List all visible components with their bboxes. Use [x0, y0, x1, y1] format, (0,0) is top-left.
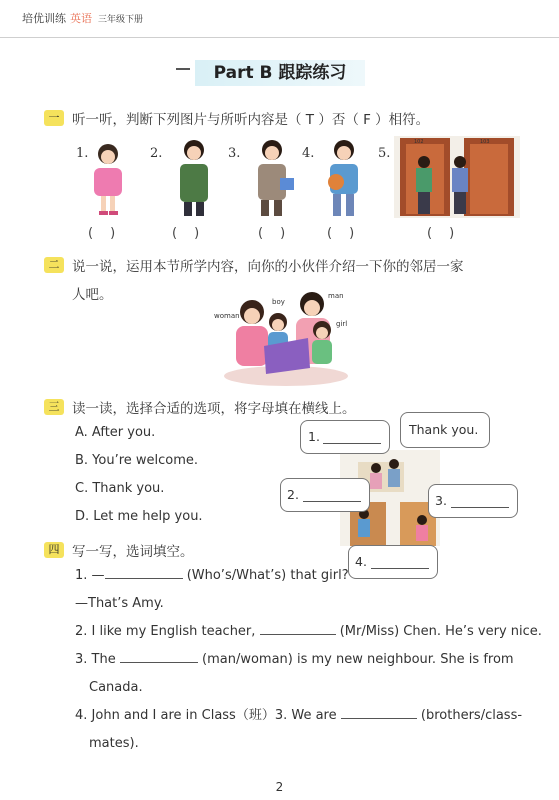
- speech-bubble-4: [348, 545, 438, 579]
- question-3-blank[interactable]: [120, 662, 198, 663]
- woman-illustration: [172, 138, 216, 218]
- section-3-instruction: 读一读，选择合适的选项，将字母填在横线上。: [72, 401, 356, 417]
- man-with-folder-illustration: [250, 138, 298, 218]
- option-d: D. Let me help you.: [75, 509, 203, 524]
- question-4-post: (brothers/class-: [420, 708, 523, 723]
- question-1-blank[interactable]: [105, 578, 183, 579]
- section-badge-1: 一: [44, 110, 64, 126]
- question-2-blank[interactable]: [260, 634, 336, 635]
- bubble-2-number: 2.: [287, 487, 299, 502]
- bubble-1-number: 1.: [308, 429, 320, 444]
- question-3-line2: Canada.: [89, 680, 143, 695]
- question-1-choice: (Who’s/What’s) that girl?: [186, 568, 349, 583]
- subject-name: 英语: [70, 12, 92, 25]
- answer-paren-2[interactable]: ( ): [172, 226, 202, 241]
- item-label-5: 5.: [378, 146, 391, 161]
- speech-bubble-3: [428, 484, 518, 518]
- neighbours-at-doors-illustration: [394, 136, 520, 218]
- item-label-1: 1.: [76, 146, 89, 161]
- question-2-post: (Mr/Miss) Chen. He’s very nice.: [339, 624, 542, 639]
- bubble-4-number: 4.: [355, 554, 367, 569]
- section-1-instruction: 听一听，判断下列图片与所听内容是（ T ）否（ F ）相符。: [72, 112, 430, 128]
- label-boy: boy: [272, 298, 285, 306]
- question-3-pre: 3. The: [75, 652, 116, 667]
- section-2-instruction-line2: 人吧。: [72, 287, 113, 303]
- speech-bubble-1: [300, 420, 390, 454]
- door-number-2: 103: [480, 139, 490, 145]
- item-label-3: 3.: [228, 146, 241, 161]
- option-a: A. After you.: [75, 425, 156, 440]
- bubble-3-number: 3.: [435, 493, 447, 508]
- question-1-answer: —That’s Amy.: [75, 596, 164, 611]
- title-dash: [176, 68, 190, 70]
- girl-illustration: [88, 142, 128, 218]
- label-man: man: [328, 292, 344, 300]
- answer-paren-1[interactable]: ( ): [88, 226, 118, 241]
- section-badge-2: 二: [44, 257, 64, 273]
- section-badge-4: 四: [44, 542, 64, 558]
- question-4-blank[interactable]: [341, 718, 417, 719]
- bubble-2-blank[interactable]: [303, 501, 361, 502]
- door-number-1: 102: [414, 139, 424, 145]
- man-with-basketball-illustration: [322, 138, 370, 218]
- label-girl: girl: [336, 320, 348, 328]
- header-divider: [0, 37, 559, 38]
- question-4: [75, 705, 522, 727]
- question-3: [75, 649, 514, 671]
- question-3-post: (man/woman) is my new neighbour. She is from: [202, 652, 514, 667]
- section-badge-3: 三: [44, 399, 64, 415]
- bubble-1-blank[interactable]: [323, 443, 381, 444]
- page-title: Part B 跟踪练习: [213, 63, 347, 83]
- option-c: C. Thank you.: [75, 481, 165, 496]
- section-2-instruction-line1: 说一说，运用本节所学内容，向你的小伙伴介绍一下你的邻居一家: [72, 259, 464, 275]
- page-number: 2: [275, 780, 284, 794]
- question-1: [75, 565, 349, 587]
- question-1-number: 1. —: [75, 568, 105, 583]
- option-b: B. You’re welcome.: [75, 453, 199, 468]
- item-label-4: 4.: [302, 146, 315, 161]
- answer-paren-5[interactable]: ( ): [427, 226, 457, 241]
- series-name: 培优训练: [22, 12, 66, 25]
- answer-paren-3[interactable]: ( ): [258, 226, 288, 241]
- question-4-pre: 4. John and I are in Class（班）3. We are: [75, 708, 337, 723]
- header: [22, 10, 143, 26]
- item-label-2: 2.: [150, 146, 163, 161]
- speech-bubble-thanks: [400, 412, 490, 448]
- section-4-instruction: 写一写，选词填空。: [72, 544, 194, 560]
- family-reading-illustration: [212, 284, 360, 388]
- question-2: [75, 621, 542, 643]
- answer-paren-4[interactable]: ( ): [327, 226, 357, 241]
- bubble-thanks-text: Thank you.: [409, 422, 479, 437]
- question-2-pre: 2. I like my English teacher,: [75, 624, 256, 639]
- bubble-3-blank[interactable]: [451, 507, 509, 508]
- grade-label: 三年级下册: [98, 15, 144, 25]
- bubble-4-blank[interactable]: [371, 568, 429, 569]
- question-4-line2: mates).: [89, 736, 139, 751]
- speech-bubble-2: [280, 478, 370, 512]
- label-woman: woman: [214, 312, 240, 320]
